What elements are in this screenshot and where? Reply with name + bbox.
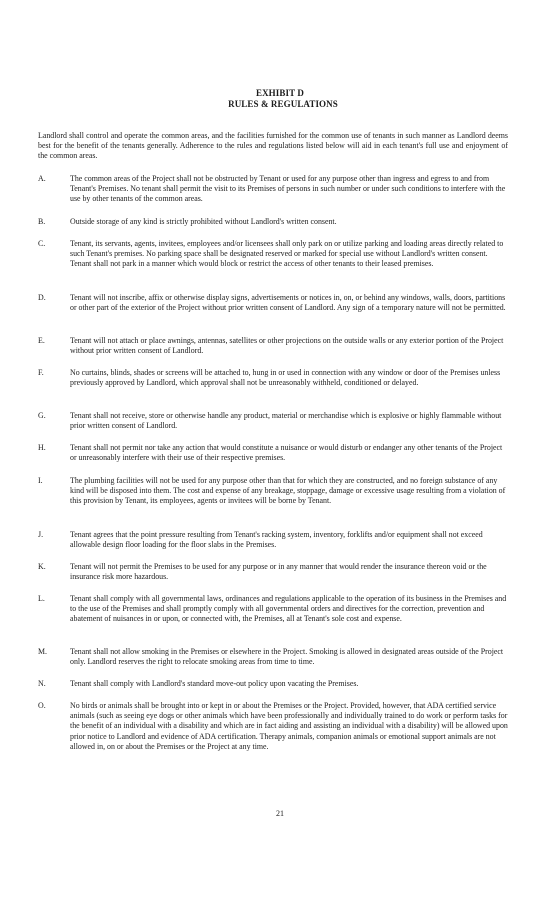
- intro-paragraph: Landlord shall control and operate the common areas, and the facilities furnished for the common use of tenants in such manner as Landlord deems best for the benefit of the tenants generally. Adherence to the rules and regulations listed below will aid in each tenant's full use and enjoyment of the common areas.: [38, 131, 508, 161]
- rule-letter: E.: [38, 336, 45, 345]
- section-title: RULES & REGULATIONS: [228, 99, 338, 109]
- rule-text: Tenant shall not allow smoking in the Premises or elsewhere in the Project. Smoking is allowed in designated areas outside of the Project only. Landlord reserves the right to relocate smoking areas from time to time.: [70, 647, 504, 667]
- page-number: 21: [276, 809, 284, 818]
- rule-text: Outside storage of any kind is strictly prohibited without Landlord's written consent.: [70, 217, 337, 226]
- rule-letter: H.: [38, 443, 46, 452]
- exhibit-title: EXHIBIT D: [255, 88, 304, 98]
- rule-letter: G.: [38, 411, 46, 420]
- rule-text: Tenant shall comply with Landlord's standard move-out policy upon vacating the Premises.: [70, 679, 359, 688]
- rule-text: Tenant shall comply with all governmental laws, ordinances and regulations applicable to the operation of its business in the Premises and to the use of the Premises and shall promptly comply with all governmental orders and directives for the correction, prevention and abatement of nuisances in or upon, or connected with, the Premises, all at Tenant's sole cost and expense.: [70, 594, 507, 624]
- rule-text: Tenant will not attach or place awnings, antennas, satellites or other projections on the outside walls or any exterior portion of the Project without prior written consent of Landlord.: [70, 336, 504, 356]
- rule-text: Tenant agrees that the point pressure resulting from Tenant's racking system, inventory, forklifts and/or equipment shall not exceed allowable design floor loading for the floor slabs in the Premises.: [70, 530, 483, 550]
- rule-letter: C.: [38, 239, 46, 248]
- rule-letter: B.: [38, 217, 46, 226]
- rule-letter: D.: [38, 293, 46, 302]
- rule-text: No birds or animals shall be brought into or kept in or about the Premises or the Project. Provided, however, that ADA certified service animals (such as seeing eye dogs or other animals which have been professionally and individually trained to do work or perform tasks for the benefit of an individual with a disability and which are in fact aiding and assisting an individual with a disability) will be allowed upon prior notice to Landlord and evidence of ADA certification. Therapy animals, companion animals or emotional support animals are not allowed in, on or about the Premises or the Project at any time.: [70, 701, 508, 751]
- rule-letter: F.: [38, 368, 44, 377]
- rule-text: Tenant shall not receive, store or otherwise handle any product, material or merchandise which is explosive or highly flammable without prior written consent of Landlord.: [70, 411, 502, 431]
- rule-letter: O.: [38, 701, 46, 710]
- rule-letter: I.: [38, 476, 43, 485]
- rule-text: The plumbing facilities will not be used for any purpose other than that for which they are constructed, and no foreign substance of any kind will be disposed into them. The cost and expense of any breakage, stoppage, damage or excessive usage resulting from a violation of this provision by Tenant, its employees, agents or invitees will be borne by Tenant.: [70, 476, 506, 506]
- rule-letter: K.: [38, 562, 46, 571]
- rule-letter: N.: [38, 679, 46, 688]
- rule-text: Tenant, its servants, agents, invitees, employees and/or licensees shall only park on or utilize parking and loading areas directly related to such Tenant's premises. No parking space shall be designated reserved or marked for special use without Landlord's written consent. Tenant shall not park in a manner which would block or restrict the access of other tenants to their leased premises.: [70, 239, 504, 269]
- rule-text: Tenant will not inscribe, affix or otherwise display signs, advertisements or notices in, on, or behind any windows, walls, doors, partitions or other part of the exterior of the Project without prior written consent of Landlord. Any sign of a temporary nature will not be permitted.: [70, 293, 506, 313]
- rule-text: Tenant shall not permit nor take any action that would constitute a nuisance or would disturb or endanger any other tenants of the Project or unreasonably interfere with their use of their respective premises.: [70, 443, 503, 463]
- rule-text: The common areas of the Project shall not be obstructed by Tenant or used for any purpose other than ingress and egress to and from Tenant's Premises. No tenant shall permit the visit to its Premises of persons in such number or under such conditions to interfere with the use by other tenants of the common areas.: [70, 174, 506, 204]
- rule-letter: J.: [38, 530, 44, 539]
- rule-text: No curtains, blinds, shades or screens will be attached to, hung in or used in connection with any window or door of the Premises unless previously approved by Landlord, which approval shall not be unreasonably withheld, conditioned or delayed.: [70, 368, 501, 388]
- rule-letter: M.: [38, 647, 47, 656]
- rule-letter: A.: [38, 174, 46, 183]
- rule-text: Tenant will not permit the Premises to be used for any purpose or in any manner that would render the insurance thereon void or the insurance risk more hazardous.: [70, 562, 487, 582]
- rule-letter: L.: [38, 594, 45, 603]
